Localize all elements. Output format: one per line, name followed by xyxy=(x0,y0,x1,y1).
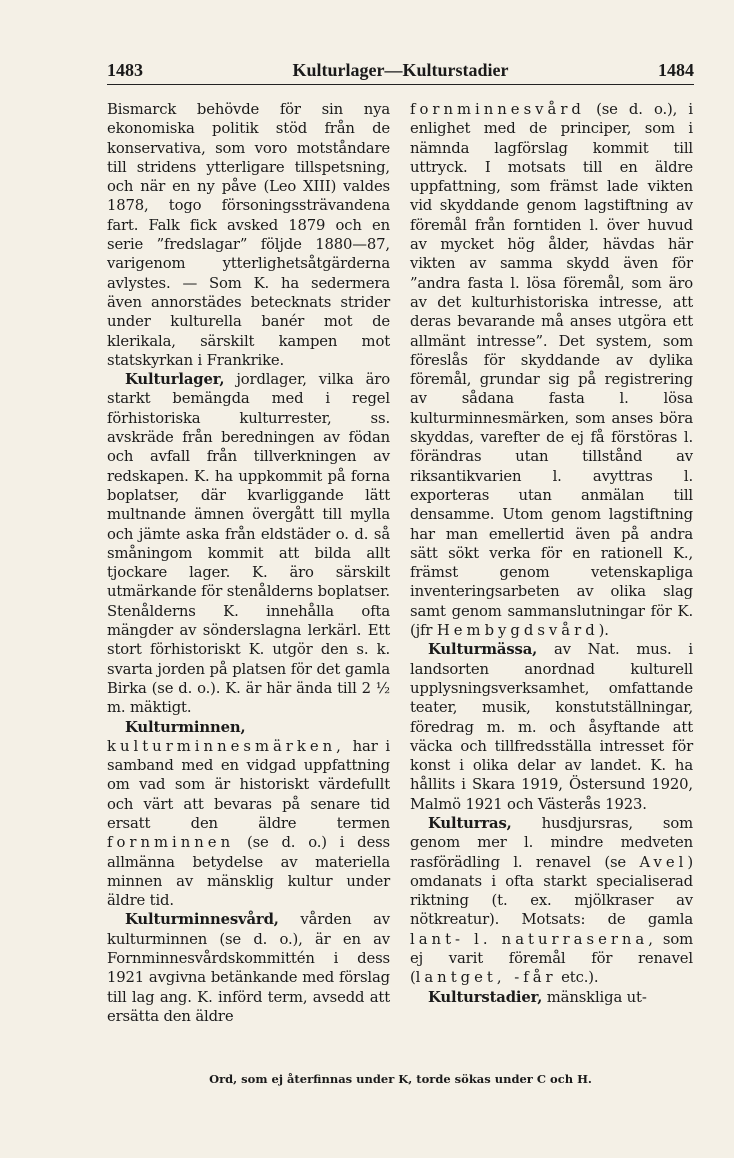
continuation-paragraph xyxy=(107,100,390,370)
entry-kulturras xyxy=(410,814,693,988)
continuation-paragraph xyxy=(410,100,693,640)
continuation-text: (se d. o.), i enlighet med de principer, som i nämnda lagförslag kommit till uttryck. I motsats till en äldre uppfattning, som främst lade vikten vid skyddande genom lagstiftning av föremål från forntiden l. över huvud av mycket hög ålder, hävdas här vikten av samma skydd även för ”andra fasta l. lösa föremål, som äro av det kulturhistoriska intresse, att deras bevarande må anses utgöra ett allmänt intresse”. Det system, som föreslås för skyddande av dylika föremål, grundar sig på registrering av sådana fasta l. lösa kulturminnesmärken, som anses böra skyddas, varefter de ej få förstöras l. förändras utan tillstånd av riksantikvarien l. avyttras l. exporteras utan anmälan till densamme. Utom genom lagstiftning har man emellertid även på andra sätt sökt verka för en rationell K., främst genom vetenskapliga inventeringsarbeten av olika slag samt genom sammanslutningar för K. (jfr xyxy=(410,101,693,640)
entry-kulturmassa xyxy=(410,640,693,814)
headword-kulturminnesvard: Kulturminnesvård, xyxy=(125,911,279,929)
left-column xyxy=(107,100,390,1026)
right-column xyxy=(410,100,693,1007)
entry-kulturmassa-text: av Nat. mus. i landsorten anordnad kulturell upplysningsverksamhet, omfattande teater, musik, konstutställningar, föredrag m. m. och åsyftande att väcka och tillfredsställa intresset för konst i olika delar av landet. K. ha hållits i Skara 1919, Östersund 1920, Malmö 1921 och Västerås 1923. xyxy=(410,641,693,813)
spaced-term: Hembygdsvård xyxy=(436,622,599,640)
page-number-right: 1484 xyxy=(658,60,694,80)
continuation-text-2: ). xyxy=(598,622,609,640)
spaced-term: fornminnen xyxy=(107,834,235,852)
page-footer-note: Ord, som ej återfinnas under K, torde sökas under C och H. xyxy=(209,1072,592,1086)
entry-kulturras-text-4: etc.). xyxy=(556,969,599,987)
spaced-term: fornminnesvård xyxy=(410,101,585,118)
headword-kulturminnen: Kulturminnen, xyxy=(125,718,246,736)
entry-kulturminnen xyxy=(107,718,390,911)
spaced-term: Avel xyxy=(639,853,688,871)
headword-kulturstadier: Kulturstadier, xyxy=(428,988,543,1006)
continuation-text: Bismarck behövde för sin nya ekonomiska politik stöd från de konservativa, som voro motståndare till stridens ytterligare tillspetsning, och när en ny påve (Leo XIII) valdes 1878, togo försoningssträvandena fart. Falk fick avsked 1879 och en serie ”fredslagar” följde 1880—87, varigenom ytterlighetsåtgärderna avlystes. — Som K. ha sedermera även annorstädes betecknats strider under kulturella banér mot de klerikala, särskilt kampen mot statskyrkan i Frankrike. xyxy=(107,101,390,369)
entry-kulturminnesvard xyxy=(107,910,390,1026)
entry-kulturstadier-text: mänskliga ut- xyxy=(542,988,647,1006)
entry-kulturlager xyxy=(107,370,390,717)
entry-kulturminnen-text-2: (se d. o.) i dess allmänna betydelse av materiella minnen av mänsklig kultur under äldre tid. xyxy=(107,834,390,910)
page-number-left: 1483 xyxy=(107,60,143,80)
spaced-term: lant- l. naturraserna, xyxy=(410,930,657,948)
headword-kulturlager: Kulturlager, xyxy=(125,371,225,389)
headword-kulturras: Kulturras, xyxy=(428,814,512,832)
running-title: Kulturlager—Kulturstadier xyxy=(292,60,509,80)
spaced-term: lantget, -får xyxy=(415,969,557,987)
entry-kulturminnen-text: har i samband med en vidgad uppfattning om vad som är historiskt värdefullt och värt att bevaras på senare tid ersatt den äldre termen xyxy=(107,737,390,832)
entry-kulturminnesvard-text: vården av kulturminnen (se d. o.), är en av Fornminnesvårdskommittén i dess 1921 avgivna betänkande med förslag till lag ang. K. införd term, avsedd att ersätta den äldre xyxy=(107,911,390,1025)
entry-kulturras-text-2: ) omdanats i ofta starkt specialiserad riktning (t. ex. mjölkraser av nötkreatur). Motsats: de gamla xyxy=(410,853,693,929)
spaced-term: kulturminnesmärken, xyxy=(107,737,345,755)
headword-kulturmassa: Kulturmässa, xyxy=(428,641,538,659)
entry-kulturstadier xyxy=(410,988,693,1007)
entry-kulturras-text: husdjursras, som genom mer l. mindre medveten rasförädling l. renavel (se xyxy=(410,814,693,871)
page-header xyxy=(107,58,694,85)
entry-kulturras-text-3: som ej varit föremål för renavel ( xyxy=(410,930,693,987)
entry-kulturlager-text: jordlager, vilka äro starkt bemängda med i regel förhistoriska kulturrester, ss. avskräde från beredningen av födan och avfall från tillverkningen av redskapen. K. ha uppkommit på forna boplatser, där kvarliggande lätt multnande ämnen övergått till mylla och jämte aska från eldstäder o. d. så småningom kommit att bilda allt tjockare lager. K. äro särskilt utmärkande för stenålderns boplatser. Stenålderns K. innehålla ofta mängder av sönderslagna lerkärl. Ett stort förhistoriskt K. utgör den s. k. svarta jorden på platsen för det gamla Birka (se d. o.). K. är här ända till 2 ½ m. mäktigt. xyxy=(107,371,390,717)
